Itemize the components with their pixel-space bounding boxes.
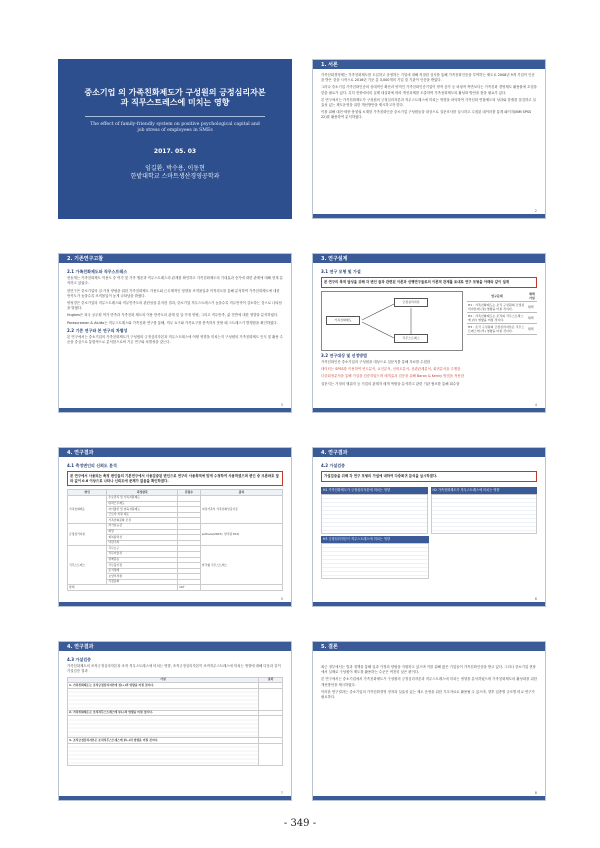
table-row: H1 : 가족친화제도는 조직 구성원의 긍정심리자본에 (정) 영향을 미칠 것이다. 채택 bbox=[467, 301, 537, 312]
slide-header: 4. 연구결과 bbox=[59, 642, 291, 651]
regression-panel: H2 가족친화제도가 직무스트레스에 미치는 영향 bbox=[431, 485, 538, 534]
highlight-box: 본 연구에서 사용되는 측정 변인들의 기본연구에서 사용검증된 변인으로 연구의 사용목적에 맞게 수정하여 사용하였으며 변인 중 크론바흐 알파 값이 0.6 이상으로 나타나 신뢰도에 문제가 없음을 확인하였다. bbox=[67, 471, 283, 486]
slide-header: 4. 연구결과 bbox=[313, 448, 545, 457]
table-row bbox=[68, 688, 283, 710]
table-row: 합계 107 bbox=[68, 585, 283, 591]
slide-footer bbox=[59, 408, 291, 412]
bullet: 양성경은 중소기업의 직무스트레스와 직무만족도의 관련성을 분석한 결과, 중소기업 직무스트레스가 높을수록 직무만족이 감소하는 것으로 나타남을 밝혔다. bbox=[67, 301, 282, 311]
bullet: Hughes은 외국 공무원 여가 만족과 가족친화 제도의 이용 만족도의 관계 및 일·가정 양립, 그리고 직무만족, 삶 전반에 대한 영향을 분석하였다. bbox=[67, 313, 279, 318]
subheading: 2.2 기존 연구와 본 연구의 차별성 bbox=[67, 327, 128, 333]
table-row: 자녀출산 및 양육지원제도 bbox=[68, 507, 283, 513]
slide-page: 3 bbox=[280, 403, 283, 407]
slide-reliability bbox=[58, 447, 292, 607]
table-row: 긍정심리자본 자기효능감 Luthans(2007), 한국판 PCQ bbox=[68, 523, 283, 529]
slide-footer bbox=[313, 408, 545, 412]
regression-table bbox=[321, 494, 428, 534]
bullet: 본 연구에서는 가족친화제도가 구성원의 긍정심리자본과 직무스트레스에 미치는 영향을 파악하여 가족친화 연합제도의 성과와 한계를 점검하고 실효성 있는 제도운영을 위한 개선방안을 제시하고자 한다. bbox=[321, 97, 536, 108]
slide-literature bbox=[58, 253, 292, 413]
table-row: 가족친화제도 수요만족 및 가족지원제도 여성가족부 가족친화인증기준 bbox=[68, 495, 283, 501]
slide-page: 4 bbox=[534, 403, 537, 407]
model-node: 가족친화제도 bbox=[326, 316, 360, 325]
table-header: 연구문제 bbox=[467, 291, 527, 302]
slide-page: 5 bbox=[280, 597, 283, 601]
bullet: 이러한 연구결과는 중소기업의 가족친화경영 정착과 실효성 있는 제도 운영을 위한 기초자료로 활용될 수 있으며, 향후 업종별 규모별 비교 연구가 필요하다. bbox=[321, 689, 535, 700]
research-model bbox=[321, 291, 537, 351]
title-slide-date: 2017. 05. 03 bbox=[153, 148, 197, 155]
regression-table bbox=[431, 494, 538, 534]
hypothesis-summary-table: 가설 결과 1. 가족친화제도는 조직긍정심리자본에 정(+)의 영향을 미칠 것이다. 2. 가족친화제도는 조직직무스트레스에 부(-)의 영향을 미칠 것이다. 3. 조직긍정심리자본은 조직직무스트레스에 부(-)의 영향을 미칠 것이다. bbox=[67, 677, 283, 766]
bullet: 본 연구에서는 중소기업에서 가족친화제도가 구성원의 긍정심리자본과 직무스트레스에 미치는 영향을 분석하였으며 가족친화제도의 활성화를 위한 개선방안을 제시하였다. bbox=[321, 677, 538, 687]
subheading: 3.1 연구 모형 및 가설 bbox=[321, 269, 361, 274]
table-row: 직무불안정 bbox=[68, 563, 283, 569]
slide-body bbox=[59, 457, 291, 595]
title-slide-title: 중소기업 의 가족친화제도가 구성원의 긍정심리자본 과 직무스트레스에 미치는 영향 bbox=[84, 88, 266, 107]
slide-page: 8 bbox=[534, 791, 537, 795]
slide-footer bbox=[59, 796, 291, 800]
slide-body bbox=[313, 651, 545, 706]
slide-research-design bbox=[312, 253, 546, 413]
subheading: 4.3 가설검증 bbox=[67, 657, 91, 662]
bullet: 설문지는 가정의 행위자 등 기업의 관계자 매개 역할을 분석하고 관련 기관 협조를 통해 회수함 bbox=[321, 381, 460, 386]
slide-header: 3. 연구설계 bbox=[313, 254, 545, 263]
table-header: 채택 가설 bbox=[527, 291, 537, 302]
slide-footer bbox=[313, 214, 545, 218]
slide-header: 1. 서론 bbox=[313, 60, 545, 69]
title-slide-authors: 임길환, 박수용, 이동현 한밭대학교 스마트생산경영공학과 bbox=[130, 165, 220, 180]
model-arrows bbox=[322, 292, 442, 352]
model-node: 직무스트레스 bbox=[394, 334, 428, 343]
slide-page: 2 bbox=[534, 209, 537, 213]
slide-hypothesis-summary bbox=[58, 641, 292, 801]
slide-footer bbox=[313, 796, 545, 800]
bullet: Parasuraman & Alutto는 직무스트레스와 가족친화 연구를 통해, 직무 요구와 가족요구를 충족하지 못할 때 스트레스가 발생함을 확인하였다. bbox=[67, 320, 278, 325]
slide-header: 5. 결론 bbox=[313, 642, 545, 651]
slide-page: 7 bbox=[280, 791, 283, 795]
slide-body bbox=[59, 651, 291, 770]
slide-body bbox=[59, 263, 291, 351]
title-divider bbox=[85, 116, 265, 117]
slide-body bbox=[313, 263, 545, 393]
page-number: - 349 - bbox=[283, 818, 317, 829]
subheading: 4.1 측정변인의 신뢰도 분석 bbox=[67, 463, 117, 468]
slide-conclusion bbox=[312, 641, 546, 801]
highlight-box: 본 연구의 목적 달성을 위해 각 변인 들과 관련된 이론과 선행연구들로의 이론적 관계를 토대로 연구 모형을 아래와 같이 설계 bbox=[321, 277, 537, 288]
bullet: 다중회귀분석을 통해 가설을 검증하였으며 매개효과 검증을 위해 Baron & Kenny 방법을 적용함 bbox=[321, 374, 464, 379]
table-row: 희망 bbox=[68, 529, 283, 535]
title-slide bbox=[58, 59, 292, 219]
slide-body bbox=[313, 457, 545, 583]
bullet: 가족친화인증 중소기업의 구성원을 대상으로 설문지를 통해 자료를 수집함 bbox=[321, 360, 431, 364]
bullet: 가족친화경영제는 가족친화제도를 도입하고 운영하는 기업에 대해 적절한 심사를 통해 가족친화인증을 부여하는 제도로 2008년 9개 기업이 인증을 받은 것을 시작으로 2016년 기준 총 3,000개의 기업 및 기관이 인증을 받았다. bbox=[321, 73, 535, 83]
bullet: 현동재는 가족친화제도 이용도 중 여가 및 가족 행운과 직무스트레스의 관계를 확인하고 가족친화제도의 기대효과 증가에 대한 관계에 대해 현재 분석하고 있었다. bbox=[67, 276, 283, 286]
paragraph: 가족친화제도의 조직긍정심리자본과 조직 직무스트레스에 미치는 영향, 조직긍정심리자본이 조직직무스트레스에 미치는 영향에 대해 다음과 같이 가설검증 결과 bbox=[67, 664, 281, 674]
title-slide-english: The effect of family-friendly system on positive psychological capital and job stress of employees in SMEs bbox=[90, 122, 260, 133]
model-diagram bbox=[321, 291, 463, 351]
bullet: 그러나 중소기업 가족친화인증의 상대적인 확산과 양적인 가족친화인증기업이 양적 증가 등 외형적 측면보다는 가족친화 경영제도 활용률에 초점을 맞출 필요가 있다. 특히 현장에서의 실제 내실화에 따라 개선과제를 도출하여 가족친화제도의 활성화 방안을 찾을 필요가 있다. bbox=[321, 85, 537, 95]
subheading: 4.2 가설검증 bbox=[321, 463, 345, 468]
regression-panel: H1 가족친화제도가 긍정심리자본에 미치는 영향 bbox=[321, 485, 428, 534]
paragraph: 본 연구에서는 중소기업의 가족친화제도가 구성원의 긍정심리자본과 직무스트레스에 어떤 영향을 미치는지 구성원의 가족친화제도 인식 및 활용 수준을 중심으로 통합적으로 분석함으로써 기존 연구와 차별성을 갖는다. bbox=[67, 335, 283, 345]
hypothesis-table bbox=[467, 291, 537, 351]
table-row: 직무스트레스 직무요구 한국형 직무스트레스 bbox=[68, 546, 283, 552]
regression-panel: H3 긍정심리자본이 직무스트레스에 미치는 영향 bbox=[321, 536, 429, 579]
table-row: 탄력근무제도 bbox=[68, 501, 283, 507]
table-row: H3 : 조직 구성원의 긍정심리자본은 직무스트레스에 (부) 영향을 미칠 것이다. 채택 bbox=[467, 323, 537, 334]
bullet: 데이터는 SPSS를 이용하여 빈도분석, 요인분석, 신뢰도분석, 상관관계분석, 회귀분석을 수행함 bbox=[321, 367, 461, 372]
bullet: 최근 정부에서는 법과 정책을 통해 일과 가정의 양립을 지원하고 있으며 이를 위해 많은 기업들이 가족친화인증을 받고 있다. 그러나 중소기업 현장에서 실제로 구성원이 제도를 활용하는 수준은 여전히 낮은 편이다. bbox=[321, 665, 536, 675]
table-row: 보상부적절 bbox=[68, 574, 283, 580]
slide-header: 4. 연구결과 bbox=[59, 448, 291, 457]
slide-header: 2. 기존연구고찰 bbox=[59, 254, 291, 263]
bullet: 이를 위해 대전·세종·충청권 소재한 가족친화인증 중소기업 구성원들을 대상으로 설문조사를 실시하고 수집된 데이터를 통계 패키지(IBM SPSS 22)를 활용하여 분석하였다. bbox=[321, 110, 532, 120]
table-row: 낙관주의 bbox=[68, 540, 283, 546]
table-row: 1. 가족친화제도는 조직긍정심리자본에 정(+)의 영향을 미칠 것이다. bbox=[68, 683, 283, 689]
table-row: 직무자율성 bbox=[68, 551, 283, 557]
slide-page: 6 bbox=[534, 597, 537, 601]
slide-body bbox=[313, 69, 545, 127]
table-row bbox=[68, 716, 283, 738]
subheading: 2.1 가족친화제도와 직무스트레스 bbox=[67, 269, 128, 274]
model-node: 긍정심리자본 bbox=[394, 298, 428, 307]
table-row: 3. 조직긍정심리자본은 조직직무스트레스에 부(-)의 영향을 미칠 것이다. bbox=[68, 738, 283, 744]
table-row: 가족친화문화 조성 bbox=[68, 518, 283, 524]
highlight-box: 가설검증을 위해 각 연구 모형의 가설에 대하여 다중회귀 분석을 실시하였다. bbox=[321, 471, 537, 482]
table-row: 2. 가족친화제도는 조직직무스트레스에 부(-)의 영향을 미칠 것이다. bbox=[68, 710, 283, 716]
subheading: 3.2 연구대상 및 선정방법 bbox=[321, 352, 368, 358]
table-row bbox=[68, 743, 283, 765]
regression-table bbox=[321, 543, 429, 579]
slide-introduction bbox=[312, 59, 546, 219]
reliability-table: 변인 측정항목 문항수 출처 가족친화제도 수요만족 및 가족지원제도 여성가족부 가족친화인증기준 탄력근무제도 자녀출산 및 양육지원제도 근로자 지원 제도 가족친화문화 조성 긍정심리자본 자기효능감 Luthans(2007), 한국판 PCQ 희망 회복탄력성 낙관주의 직무스트레스 직무요구 한국형 직무스트레스 직무자율성 관계갈등 직무불안정 조직체계 보상부적절 직장문화 합계 107 bbox=[67, 489, 283, 591]
table-row: 관계갈등 bbox=[68, 557, 283, 563]
bullet: 한민구은 중소기업의 일·가정 양립을 위한 가족친화제도 가용도와 근무제적인 영향을 조직몰입과 이직의도를 통해 분석하여 가족친화제도에 대한 만족도가 높을수록 조직몰입이 높게 나타남을 밝혔다. bbox=[67, 288, 280, 298]
table-row: 근로자 지원 제도 bbox=[68, 512, 283, 518]
table-row: H2 : 가족친화제도는 조직의 직무스트레스에 (부) 영향을 미칠 것이다. 채택 bbox=[467, 312, 537, 323]
regression-panels bbox=[321, 485, 537, 534]
table-row: 회복탄력성 bbox=[68, 535, 283, 541]
slide-footer bbox=[59, 602, 291, 606]
table-row: 직장문화 bbox=[68, 579, 283, 585]
table-row: 조직체계 bbox=[68, 568, 283, 574]
slide-footer bbox=[313, 602, 545, 606]
slide-hypothesis-test bbox=[312, 447, 546, 607]
